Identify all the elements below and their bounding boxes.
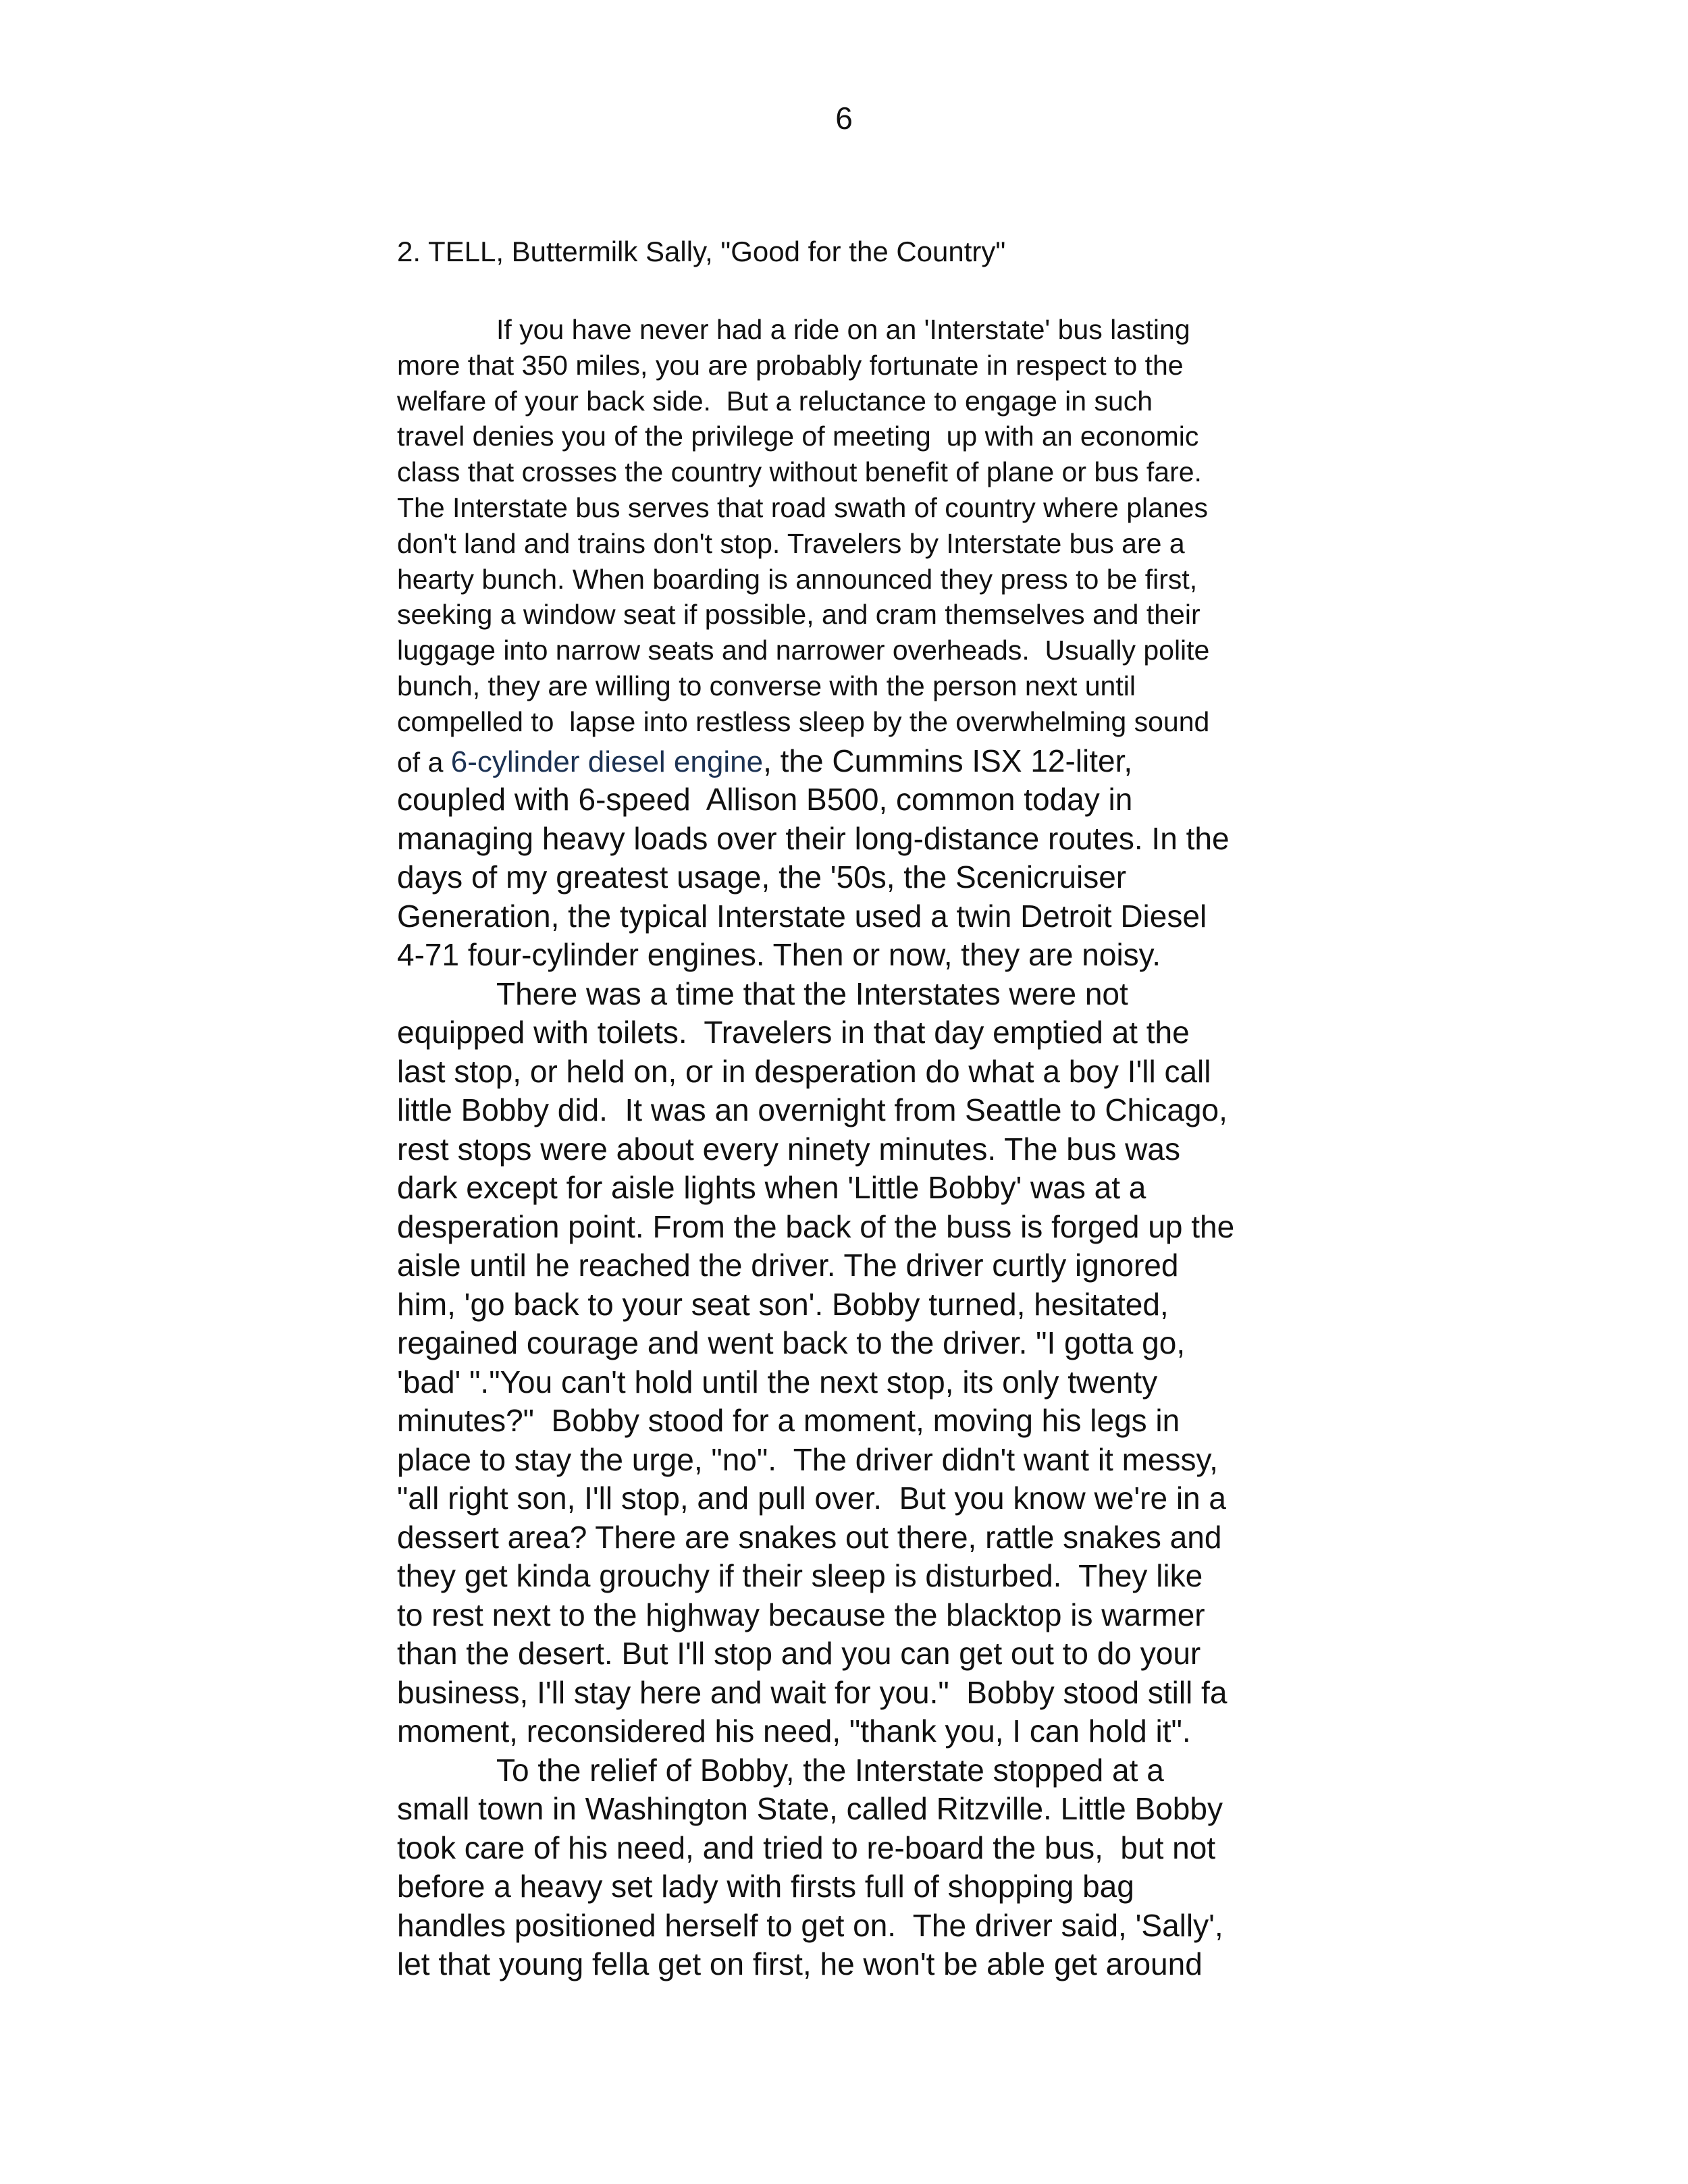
- text-line: The Interstate bus serves that road swath of country where planes: [397, 492, 1209, 523]
- text-line: handles positioned herself to get on. The driver said, 'Sally',: [397, 1907, 1223, 1943]
- text-line: business, I'll stay here and wait for you." Bobby stood still fa: [397, 1674, 1228, 1710]
- text-line: aisle until he reached the driver. The driver curtly ignored: [397, 1248, 1179, 1283]
- text-line: 'bad' "."You can't hold until the next stop, its only twenty: [397, 1364, 1158, 1400]
- text-line-mixed: [397, 742, 1132, 782]
- text-line: class that crosses the country without benefit of plane or bus fare.: [397, 456, 1202, 488]
- engine-reference-link[interactable]: 6-cylinder diesel engine: [450, 745, 764, 778]
- mixed-suffix: , the Cummins ISX 12-liter,: [763, 743, 1133, 778]
- text-line: moment, reconsidered his need, "thank you, I can hold it".: [397, 1713, 1191, 1749]
- text-line: bunch, they are willing to converse with the person next until: [397, 670, 1136, 701]
- text-line: coupled with 6-speed Allison B500, common today in: [397, 782, 1133, 818]
- text-line: To the relief of Bobby, the Interstate stopped at a: [496, 1752, 1164, 1788]
- text-line: hearty bunch. When boarding is announced they press to be first,: [397, 563, 1198, 595]
- text-line: than the desert. But I'll stop and you can get out to do your: [397, 1636, 1201, 1672]
- text-line: travel denies you of the privilege of meeting up with an economic: [397, 421, 1199, 452]
- text-line: "all right son, I'll stop, and pull over. But you know we're in a: [397, 1481, 1226, 1516]
- text-line: to rest next to the highway because the blacktop is warmer: [397, 1597, 1205, 1632]
- text-line: luggage into narrow seats and narrower overheads. Usually polite: [397, 635, 1210, 666]
- section-heading: 2. TELL, Buttermilk Sally, "Good for the Country": [397, 236, 1006, 267]
- text-line: little Bobby did. It was an overnight from Seattle to Chicago,: [397, 1092, 1228, 1128]
- text-line: managing heavy loads over their long-distance routes. In the: [397, 820, 1230, 856]
- text-line: minutes?" Bobby stood for a moment, moving his legs in: [397, 1403, 1180, 1439]
- text-line: small town in Washington State, called Ritzville. Little Bobby: [397, 1791, 1223, 1827]
- text-line: more that 350 miles, you are probably fortunate in respect to the: [397, 349, 1184, 381]
- text-line: There was a time that the Interstates were not: [496, 976, 1128, 1011]
- text-line: don't land and trains don't stop. Travelers by Interstate bus are a: [397, 527, 1185, 559]
- text-line: took care of his need, and tried to re-board the bus, but not: [397, 1830, 1216, 1865]
- text-line: regained courage and went back to the driver. "I gotta go,: [397, 1325, 1186, 1361]
- text-line: him, 'go back to your seat son'. Bobby turned, hesitated,: [397, 1286, 1169, 1322]
- text-line: dessert area? There are snakes out there, rattle snakes and: [397, 1519, 1222, 1555]
- text-line: rest stops were about every ninety minutes. The bus was: [397, 1131, 1180, 1167]
- text-line: they get kinda grouchy if their sleep is disturbed. They like: [397, 1558, 1203, 1594]
- text-line: welfare of your back side. But a reluctance to engage in such: [397, 385, 1153, 417]
- text-line: Generation, the typical Interstate used a twin Detroit Diesel: [397, 898, 1207, 934]
- text-line: equipped with toilets. Travelers in that day emptied at the: [397, 1015, 1190, 1050]
- mixed-prefix: of a: [397, 746, 451, 778]
- text-line: compelled to lapse into restless sleep by the overwhelming sound: [397, 705, 1210, 737]
- text-line: desperation point. From the back of the buss is forged up the: [397, 1208, 1235, 1244]
- text-line: last stop, or held on, or in desperation do what a boy I'll call: [397, 1053, 1211, 1089]
- text-line: before a heavy set lady with firsts full of shopping bag: [397, 1869, 1134, 1905]
- text-line: days of my greatest usage, the '50s, the Scenicruiser: [397, 859, 1127, 895]
- page-number: 6: [835, 101, 853, 136]
- text-line: 4-71 four-cylinder engines. Then or now, they are noisy.: [397, 937, 1161, 973]
- text-line: place to stay the urge, "no". The driver didn't want it messy,: [397, 1441, 1218, 1477]
- text-line: dark except for aisle lights when 'Little Bobby' was at a: [397, 1170, 1146, 1206]
- text-line: If you have never had a ride on an 'Interstate' bus lasting: [496, 314, 1190, 345]
- text-line: seeking a window seat if possible, and cram themselves and their: [397, 599, 1201, 631]
- text-line: let that young fella get on first, he won't be able get around: [397, 1946, 1203, 1982]
